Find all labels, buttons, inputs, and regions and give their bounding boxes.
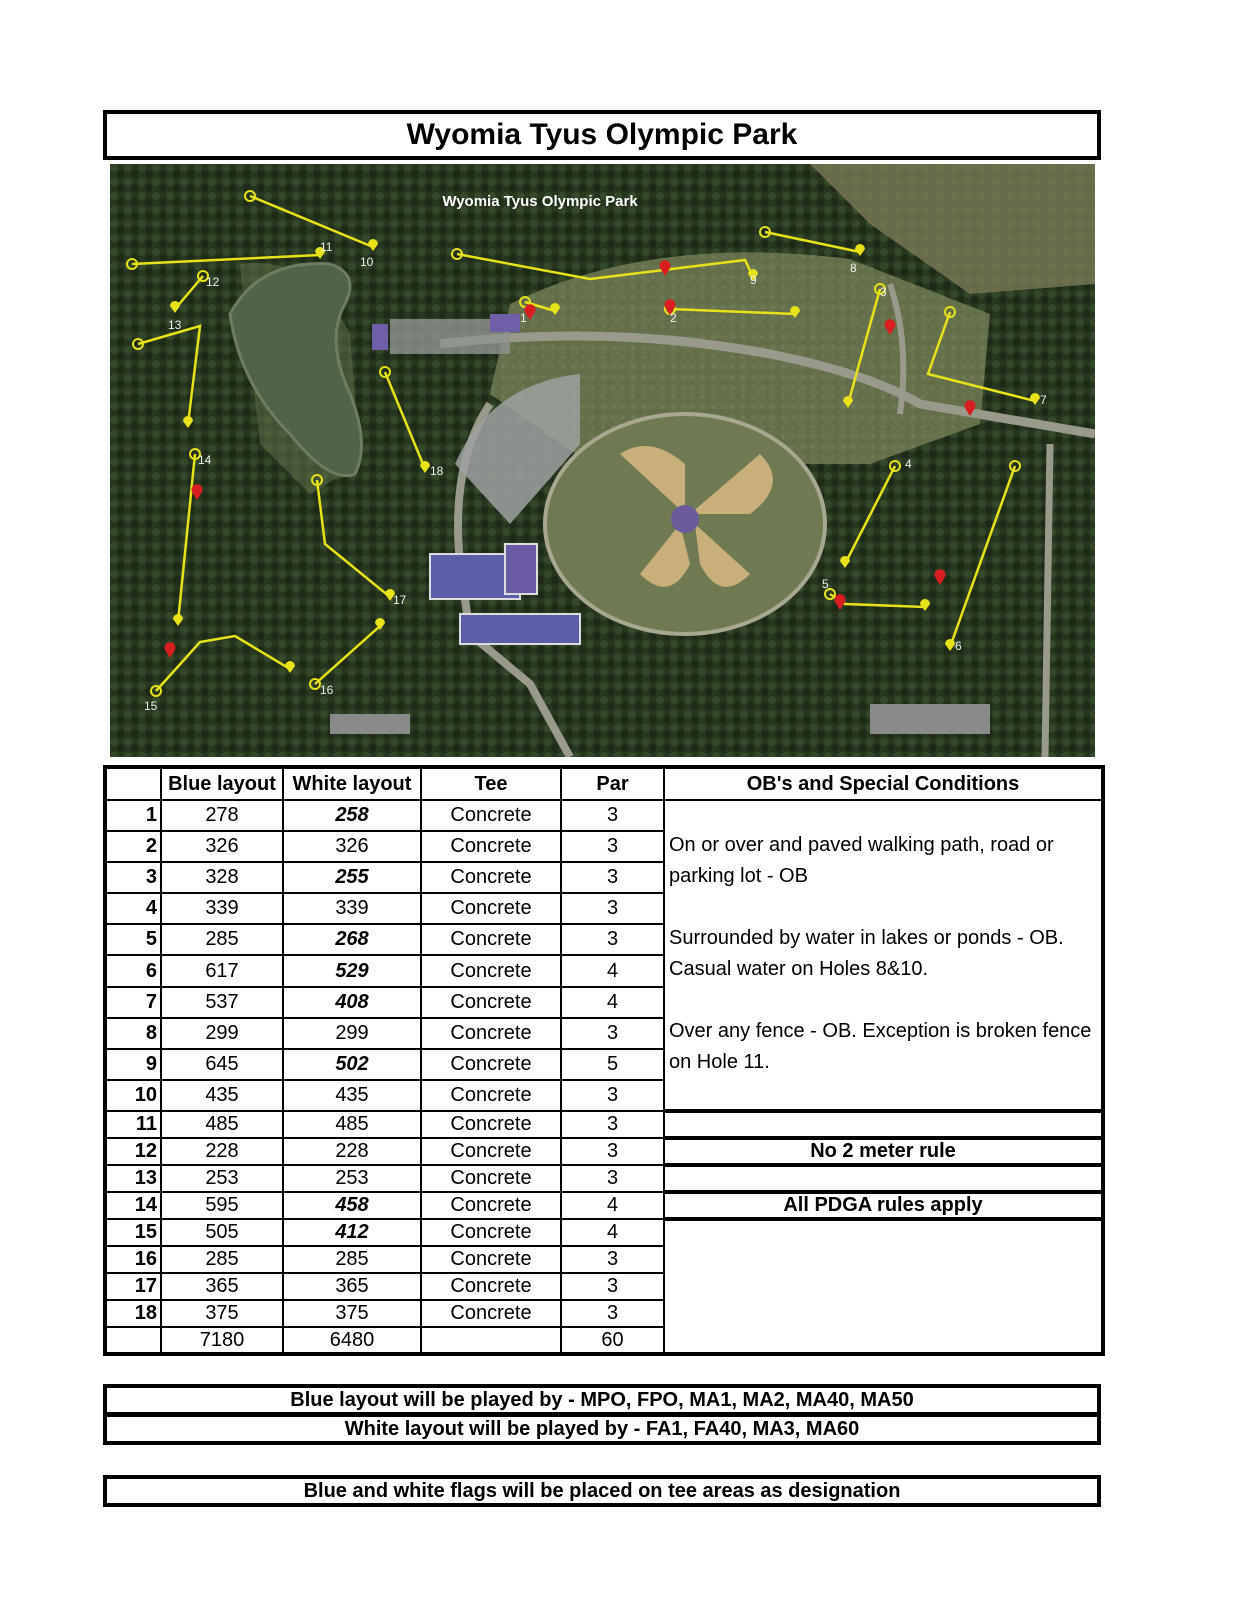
tee-type: Concrete [421,893,561,924]
table-row [105,1219,1103,1246]
hole-number: 17 [105,1273,161,1300]
tee-type: Concrete [421,1192,561,1219]
par-value: 3 [561,1246,664,1273]
header-blue-layout: Blue layout [161,767,283,800]
hole-number: 10 [105,1080,161,1111]
hole-number: 13 [105,1165,161,1192]
hole-label: 17 [393,593,407,607]
par-value: 3 [561,1080,664,1111]
hole-label: 5 [822,577,829,591]
blue-distance: 253 [161,1165,283,1192]
scorecard [103,765,1101,1356]
rule-pdga: All PDGA rules apply [664,1192,1103,1219]
hole-number: 16 [105,1246,161,1273]
tee-type: Concrete [421,800,561,831]
par-value: 3 [561,893,664,924]
par-value: 3 [561,1165,664,1192]
white-distance: 268 [283,924,421,955]
white-distance: 253 [283,1165,421,1192]
white-distance: 435 [283,1080,421,1111]
par-value: 5 [561,1049,664,1080]
hole-label: 13 [168,318,182,332]
blue-distance: 365 [161,1273,283,1300]
course-map [110,164,1095,757]
white-distance: 258 [283,800,421,831]
blue-distance: 375 [161,1300,283,1327]
blue-distance: 505 [161,1219,283,1246]
hole-number: 18 [105,1300,161,1327]
tee-type: Concrete [421,1300,561,1327]
ob-notes [664,800,1103,1111]
header-hole [105,767,161,800]
table-row [105,800,1103,831]
total-tee [421,1327,561,1354]
page-title-box [103,110,1101,160]
hole-number: 3 [105,862,161,893]
white-layout-assignment: White layout will be played by - FA1, FA40, MA3, MA60 [103,1413,1101,1445]
hole-number: 7 [105,987,161,1018]
hole-label: 14 [198,453,212,467]
tee-type: Concrete [421,831,561,862]
hole-label: 2 [670,311,677,325]
white-distance: 339 [283,893,421,924]
blue-distance: 617 [161,955,283,986]
hole-label: 10 [360,255,374,269]
par-value: 4 [561,1219,664,1246]
par-value: 4 [561,987,664,1018]
hole-label: 16 [320,683,334,697]
blue-distance: 228 [161,1138,283,1165]
table-row [105,1192,1103,1219]
tee-type: Concrete [421,1111,561,1138]
tee-type: Concrete [421,1246,561,1273]
page-title: Wyomia Tyus Olympic Park [406,118,798,151]
white-distance: 375 [283,1300,421,1327]
white-distance: 285 [283,1246,421,1273]
course-map-image [110,164,1095,757]
tee-type: Concrete [421,1049,561,1080]
table-row [105,1165,1103,1192]
header-white-layout: White layout [283,767,421,800]
tee-type: Concrete [421,862,561,893]
blue-distance: 537 [161,987,283,1018]
hole-label: 11 [320,240,333,254]
condition-blank [664,1219,1103,1354]
white-distance: 365 [283,1273,421,1300]
blue-distance: 485 [161,1111,283,1138]
par-value: 3 [561,1273,664,1300]
total-blue: 7180 [161,1327,283,1354]
tee-type: Concrete [421,1018,561,1049]
white-distance: 408 [283,987,421,1018]
rule-two-meter: No 2 meter rule [664,1138,1103,1165]
flags-note: Blue and white flags will be placed on tee areas as designation [103,1475,1101,1507]
hole-number: 2 [105,831,161,862]
blue-layout-assignment: Blue layout will be played by - MPO, FPO, MA1, MA2, MA40, MA50 [103,1384,1101,1416]
par-value: 3 [561,1138,664,1165]
white-distance: 458 [283,1192,421,1219]
blue-distance: 278 [161,800,283,831]
par-value: 4 [561,1192,664,1219]
tee-type: Concrete [421,924,561,955]
blue-distance: 595 [161,1192,283,1219]
tee-type: Concrete [421,1138,561,1165]
tee-type: Concrete [421,955,561,986]
white-distance: 228 [283,1138,421,1165]
white-distance: 529 [283,955,421,986]
totals-label [105,1327,161,1354]
hole-number: 5 [105,924,161,955]
hole-label: 8 [850,261,857,275]
blue-distance: 645 [161,1049,283,1080]
header-tee: Tee [421,767,561,800]
hole-number: 1 [105,800,161,831]
tee-type: Concrete [421,1273,561,1300]
white-distance: 326 [283,831,421,862]
white-distance: 485 [283,1111,421,1138]
table-row [105,1111,1103,1138]
blue-distance: 299 [161,1018,283,1049]
ob-note: Surrounded by water in lakes or ponds - OB. Casual water on Holes 8&10. [669,927,1064,980]
hole-number: 14 [105,1192,161,1219]
table-row [105,1138,1103,1165]
condition-blank [664,1165,1103,1192]
total-par: 60 [561,1327,664,1354]
hole-number: 6 [105,955,161,986]
hole-label: 6 [955,639,962,653]
hole-number: 4 [105,893,161,924]
condition-blank [664,1111,1103,1138]
hole-number: 8 [105,1018,161,1049]
ob-note: On or over and paved walking path, road or parking lot - OB [669,834,1054,887]
blue-distance: 285 [161,1246,283,1273]
par-value: 3 [561,862,664,893]
hole-label: 4 [905,457,912,471]
header-row [105,767,1103,800]
header-par: Par [561,767,664,800]
hole-label: 12 [206,275,220,289]
par-value: 3 [561,1018,664,1049]
hole-number: 12 [105,1138,161,1165]
hole-label: 9 [750,273,757,287]
par-value: 3 [561,1300,664,1327]
map-label: Wyomia Tyus Olympic Park [442,193,638,210]
hole-label: 15 [144,699,158,713]
tee-type: Concrete [421,1219,561,1246]
white-distance: 502 [283,1049,421,1080]
blue-distance: 285 [161,924,283,955]
hole-label: 3 [880,285,887,299]
white-distance: 255 [283,862,421,893]
total-white: 6480 [283,1327,421,1354]
header-conditions: OB's and Special Conditions [664,767,1103,800]
hole-label: 1 [520,311,527,325]
hole-number: 11 [105,1111,161,1138]
white-distance: 412 [283,1219,421,1246]
blue-distance: 328 [161,862,283,893]
tee-type: Concrete [421,1165,561,1192]
tee-type: Concrete [421,987,561,1018]
par-value: 3 [561,831,664,862]
par-value: 4 [561,955,664,986]
ob-note: Over any fence - OB. Exception is broken fence on Hole 11. [669,1020,1092,1073]
par-value: 3 [561,1111,664,1138]
blue-distance: 339 [161,893,283,924]
par-value: 3 [561,800,664,831]
hole-label: 7 [1040,393,1047,407]
blue-distance: 326 [161,831,283,862]
tee-type: Concrete [421,1080,561,1111]
hole-number: 15 [105,1219,161,1246]
hole-label: 18 [430,464,444,478]
par-value: 3 [561,924,664,955]
hole-number: 9 [105,1049,161,1080]
white-distance: 299 [283,1018,421,1049]
blue-distance: 435 [161,1080,283,1111]
